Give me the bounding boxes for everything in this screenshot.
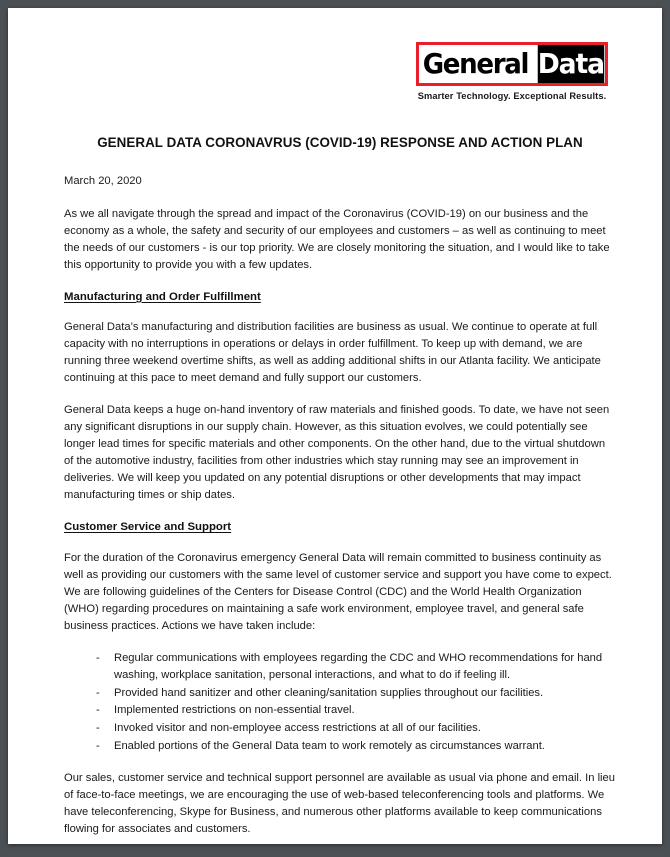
customer-service-paragraph: For the duration of the Coronavirus emergency General Data will remain committed to business continuity as well as providing our customers with the same level of customer service and support you have come to expect. We are following guidelines of the Centers for Disease Control (CDC) and the World Health Organization (WHO) regarding procedures on maintaining a safe work environment, employee travel, and general safe business practices. Actions we have taken include: bbox=[64, 551, 612, 632]
section-heading-manufacturing: Manufacturing and Order Fulfillment bbox=[64, 290, 261, 303]
bullet-dash-icon: - bbox=[96, 652, 100, 665]
manufacturing-paragraph-2: General Data keeps a huge on-hand inventory of raw materials and finished goods. To date, we have not seen any significant disruptions in our supply chain. However, as this situation evolves, we could potentially see longer lead times for specific materials and other components. On the other hand, due to the virtual shutdown of the automotive industry, facilities from other industries which stay running may see an improvement in deliveries. We will keep you updated on any potential disruptions or other developments that may impact manufacturing times or ship dates. bbox=[64, 404, 610, 502]
list-item-label: Implemented restrictions on non-essential travel. bbox=[114, 704, 355, 717]
bullet-dash-icon: - bbox=[96, 704, 100, 717]
bullet-dash-icon: - bbox=[96, 686, 100, 699]
document-content bbox=[64, 134, 616, 844]
manufacturing-paragraph-1: General Data’s manufacturing and distribution facilities are business as usual. We continue to operate at full capacity with no interruptions in operations or delays in order fulfillment. To keep up with demand, we are running three weekend overtime shifts, as well as adding additional shifts in our Atlanta facility. We anticipate continuing at this pace to meet demand and fully support our customers. bbox=[64, 321, 601, 385]
intro-paragraph: As we all navigate through the spread and impact of the Coronavirus (COVID-19) on our business and the economy as a whole, the safety and security of our employees and customers – as well as continuing to meet the needs of our customers - is our top priority. We are closely monitoring the situation, and I would like to take this opportunity to provide you with a few updates. bbox=[64, 207, 610, 271]
list-item bbox=[64, 685, 616, 702]
closing-paragraph: Our sales, customer service and technical support personnel are available as usual via phone and email. In lieu of face-to-face meetings, we are encouraging the use of web-based teleconferencing tools and platforms. We have teleconferencing, Skype for Business, and numerous other platforms available to keep communications flowing for associates and customers. bbox=[64, 771, 615, 835]
list-item-label: Provided hand sanitizer and other cleaning/sanitation supplies throughout our facilities. bbox=[114, 686, 544, 699]
bullet-dash-icon: - bbox=[96, 722, 100, 735]
logo-tagline: Smarter Technology. Exceptional Results. bbox=[417, 91, 607, 101]
list-item bbox=[64, 720, 616, 737]
company-logo bbox=[416, 42, 608, 101]
action-items-list bbox=[64, 650, 616, 755]
list-item-label: Invoked visitor and non-employee access restrictions at all of our facilities. bbox=[114, 722, 481, 735]
list-item bbox=[64, 650, 616, 684]
logo-mark bbox=[416, 42, 608, 86]
list-item-label: Enabled portions of the General Data team to work remotely as circumstances warrant. bbox=[114, 740, 545, 752]
page-title: GENERAL DATA CORONAVRUS (COVID-19) RESPONSE AND ACTION PLAN bbox=[97, 135, 583, 150]
document-date: March 20, 2020 bbox=[64, 175, 142, 188]
list-item bbox=[64, 738, 616, 755]
bullet-dash-icon: - bbox=[96, 740, 100, 752]
list-item-label: Regular communications with employees regarding the CDC and WHO recommendations for hand washing, workplace sanitation, personal interactions, and what to do if feeling ill. bbox=[114, 652, 603, 681]
section-heading-customer-service: Customer Service and Support bbox=[64, 521, 232, 534]
logo-word-data: Data bbox=[538, 45, 604, 83]
document-page bbox=[8, 8, 662, 844]
list-item bbox=[64, 702, 616, 719]
logo-word-general: General bbox=[419, 45, 528, 83]
